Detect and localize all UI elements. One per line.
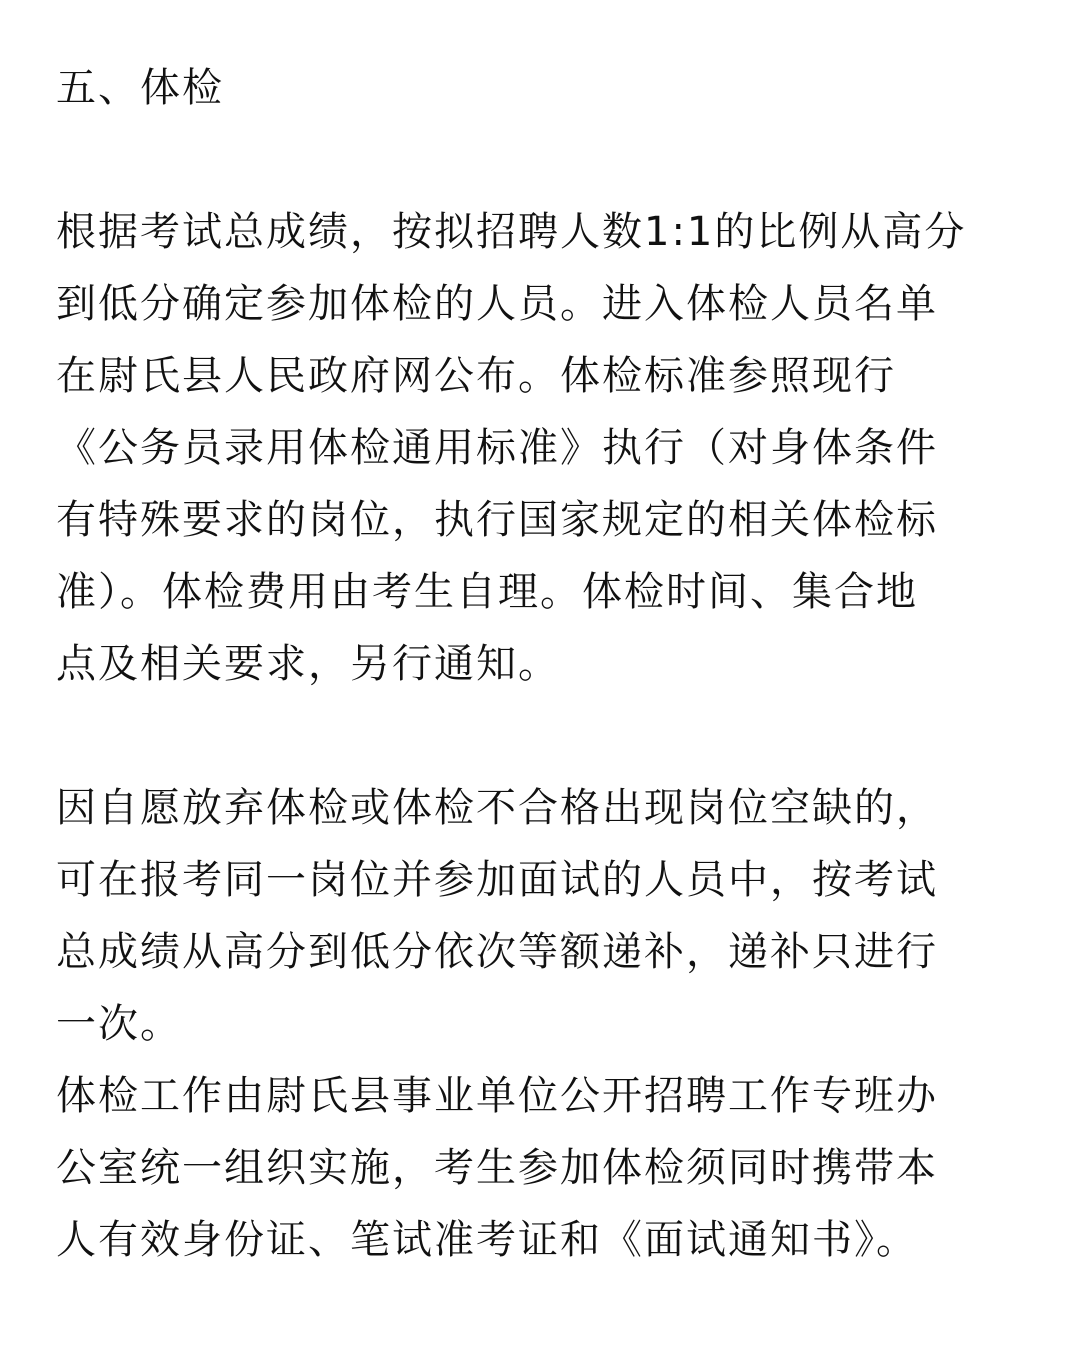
spacer bbox=[56, 124, 1024, 196]
spacer bbox=[56, 700, 1024, 772]
text-line: 可在报考同一岗位并参加面试的人员中，按考试 bbox=[56, 857, 938, 903]
text-line: 准）。体检费用由考生自理。体检时间、集合地 bbox=[56, 569, 918, 615]
text-line: 在尉氏县人民政府网公布。体检标准参照现行 bbox=[56, 353, 896, 399]
paragraph-physical-exam-rules bbox=[56, 196, 1024, 700]
text-line: 人有效身份证、笔试准考证和《面试通知书》。 bbox=[56, 1217, 918, 1263]
paragraph-vacancy-replacement bbox=[56, 772, 1024, 1060]
text-line: 有特殊要求的岗位，执行国家规定的相关体检标 bbox=[56, 497, 938, 543]
section-heading: 五、体检 bbox=[56, 65, 224, 111]
paragraph-organization bbox=[56, 1060, 1024, 1276]
text-line: 总成绩从高分到低分依次等额递补，递补只进行 bbox=[56, 929, 938, 975]
text-line: 《公务员录用体检通用标准》执行（对身体条件 bbox=[56, 425, 938, 471]
text-line: 体检工作由尉氏县事业单位公开招聘工作专班办 bbox=[56, 1073, 938, 1119]
text-line: 一次。 bbox=[56, 1001, 182, 1047]
text-line: 公室统一组织实施，考生参加体检须同时携带本 bbox=[56, 1145, 938, 1191]
text-line: 因自愿放弃体检或体检不合格出现岗位空缺的， bbox=[56, 785, 938, 831]
text-line: 到低分确定参加体检的人员。进入体检人员名单 bbox=[56, 281, 938, 327]
text-line: 点及相关要求，另行通知。 bbox=[56, 641, 560, 687]
document-page bbox=[56, 52, 1024, 1276]
text-line: 根据考试总成绩，按拟招聘人数1:1的比例从高分 bbox=[56, 209, 967, 255]
